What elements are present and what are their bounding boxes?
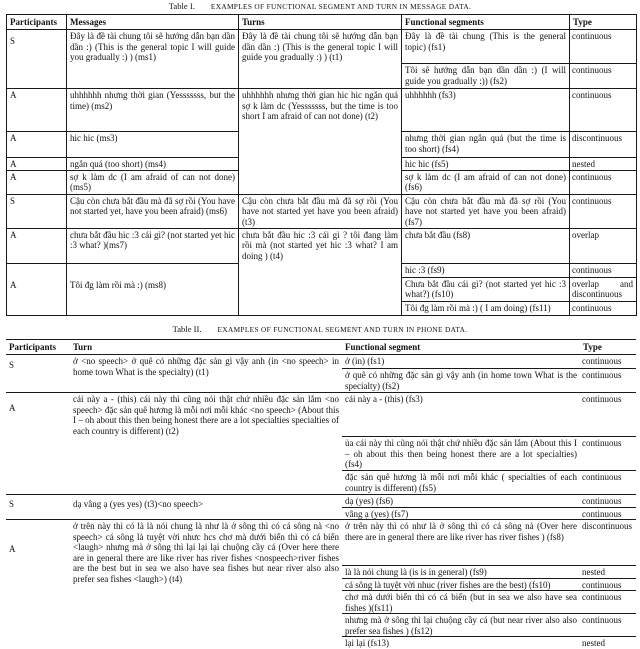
segment-type-fs12: continuous [580, 614, 636, 637]
segment-fs2: Tôi sẽ hướng dẫn bạn dần dần :) (I will guide you gradually :)) (fs2) [402, 64, 570, 89]
table-row [6, 520, 636, 566]
segment-fs12: nhưng mà ở sông thì lại chuộng cầy cá (but near river also also prefer sea fishes ) (fs12) [342, 614, 580, 637]
segment-fs5: đặc sản quê hương là mỗi nơi mỗi khác ( specialties of each country is different) (fs5) [342, 471, 580, 495]
table2-header-participants: Participants [6, 340, 70, 355]
segment-type-fs3: continuous [570, 89, 637, 132]
segment-fs9: là là nói chung là (is is in general) (fs9) [342, 566, 580, 579]
segment-fs1: Đây là đề tài chung (This is the general topic) (fs1) [402, 30, 570, 64]
table1-caption-title: EXAMPLES OF FUNCTIONAL SEGMENT AND TURN IN MESSAGE DATA. [210, 2, 472, 11]
segment-type-fs7: continuous [580, 507, 636, 520]
segment-fs3: uhhhhhh (fs3) [402, 89, 570, 132]
participant-cell: A [6, 393, 70, 495]
segment-type-fs1: continuous [580, 355, 636, 369]
segment-type-fs1: continuous [570, 30, 637, 64]
message-ms6: Cậu còn chưa bắt đầu mà đã sợ rồi (You have not started yet, have you been afraid) (ms6) [67, 194, 239, 228]
message-data-table [6, 14, 637, 316]
table2-header-row [6, 340, 636, 355]
segment-type-fs4: discontinuous [570, 132, 637, 158]
segment-fs11: chơ mà dưới biển thì có cá biển (but in sea we also have sea fishes )(fs11) [342, 591, 580, 614]
participant-cell: S [6, 355, 70, 393]
segment-type-fs6: continuous [580, 495, 636, 508]
table1-caption-label: Table I. [168, 1, 195, 11]
segment-type-fs2: continuous [580, 369, 636, 393]
table2-caption [0, 324, 640, 335]
table-row [6, 393, 636, 437]
participant-cell: S [7, 30, 67, 89]
table2-header-turn: Turn [70, 340, 342, 355]
message-ms7: chưa bắt đầu hic :3 cái gì? (not started yet hic :3 what? )(ms7) [67, 228, 239, 263]
segment-fs9: hic :3 (fs9) [402, 263, 570, 277]
table1-header-type: Type [570, 15, 637, 30]
segment-type-fs11: continuous [570, 301, 637, 315]
segment-fs4: ủa cái này thì cũng nói thật chứ nhiều đặc sản lắm (About this I – oh about this then being honest there are a lot specialties) (fs4) [342, 437, 580, 471]
participant-cell: S [7, 194, 67, 228]
segment-fs13: lại lại (fs13) [342, 637, 580, 649]
segment-fs6: sợ k làm dc (I am afraid of can not done) (fs6) [402, 170, 570, 194]
segment-fs11: Tôi đg làm rồi mà :) ( I am doing) (fs11) [402, 301, 570, 315]
message-ms1: Đây là đề tài chung tôi sẽ hướng dẫn bạn dần dần :) (This is the general topic I will guide you gradually :) ) (ms1) [67, 30, 239, 89]
participant-cell: A [7, 132, 67, 158]
segment-fs10: cá sông là tuyệt vời nhuc (river fishes are the best) (fs10) [342, 578, 580, 591]
message-ms8: Tôi đg làm rồi mà :) (ms8) [67, 263, 239, 315]
participant-cell: A [7, 170, 67, 194]
segment-fs3: cái này a - (this) (fs3) [342, 393, 580, 437]
table1-header-row [7, 15, 637, 30]
segment-type-fs7: continuous [570, 194, 637, 228]
table2-header-functional-segment: Functional segment [342, 340, 580, 355]
segment-type-fs10: overlap and discontinuous [570, 277, 637, 301]
segment-type-fs9: continuous [570, 263, 637, 277]
participant-cell: A [7, 89, 67, 132]
turn-t2: cái này a - (this) cái này thì cũng nói thật chứ nhiều đặc sản lắm <no speech> đặc sản quê hương là mỗi nơi mỗi khác <no speech> (About this I – oh about this then being honest there are a lot specialties specialties of each country is different) (t2) [70, 393, 342, 495]
segment-type-fs5: continuous [580, 471, 636, 495]
table2-header-type: Type [580, 340, 636, 355]
table-row [7, 89, 637, 132]
participant-cell: A [7, 228, 67, 263]
turn-t4: chưa bắt đầu hic :3 cái gì ? tôi đang làm rồi mà (not started yet hic :3 what? I am doing ) (t4) [239, 228, 402, 315]
table1-header-functional-segments: Functional segments [402, 15, 570, 30]
turn-t1: Đây là đề tài chung tôi sẽ hướng dẫn bạn dần dần :) (This is the general topic I will guide you gradually :) ) (t1) [239, 30, 402, 89]
turn-t1: ở <no speech> ở quê có những đặc sản gì vậy anh (in <no speech> in home town What is the specialty) (t1) [70, 355, 342, 393]
segment-type-fs8: discontinuous [580, 520, 636, 566]
table2-caption-label: Table II. [172, 324, 202, 334]
table-row [7, 228, 637, 263]
segment-type-fs9: nested [580, 566, 636, 579]
segment-type-fs4: continuous [580, 437, 636, 471]
message-ms3: hic hic (ms3) [67, 132, 239, 158]
segment-type-fs6: continuous [570, 170, 637, 194]
table1-header-turns: Turns [239, 15, 402, 30]
segment-fs2: ở quê có những đặc sản gì vậy anh (in home town What is the specialty) (fs2) [342, 369, 580, 393]
participant-cell: A [6, 520, 70, 649]
segment-fs8: ở trên này thì có như là ở sông thì có cá sông nà (Over here there are in general there are like river has river fishes ) (fs8) [342, 520, 580, 566]
segment-type-fs10: continuous [580, 578, 636, 591]
segment-fs4: nhưng thời gian ngắn quá (but the time is too short) (fs4) [402, 132, 570, 158]
segment-type-fs2: continuous [570, 64, 637, 89]
segment-fs10: Chưa bắt đầu cái gì? (not started yet hic :3 what?) (fs10) [402, 277, 570, 301]
segment-fs1: ở (in) (fs1) [342, 355, 580, 369]
table-row [7, 30, 637, 64]
turn-t4: ở trên này thì có là là nói chung là như là ở sông thì có cá sông nà <no speech> cá sông là tuyệt vời nhưc hcs chơ mà dưới biển thì có cá biển <laugh> nhưng mà ở sông thì lại lại lại chuộng cầy cá (Over here there are in general there are like river has river fishes <nospeech>river fishes are the best but in sea we also have sea fishes but near river also also prefer sea fishes <laugh>) (t4) [70, 520, 342, 649]
phone-data-table [6, 339, 636, 649]
table-row [7, 194, 637, 228]
message-ms5: sợ k làm dc (I am afraid of can not done) (ms5) [67, 170, 239, 194]
message-ms4: ngắn quá (too short) (ms4) [67, 158, 239, 171]
segment-fs7: vâng ạ (yes) (fs7) [342, 507, 580, 520]
participant-cell: A [7, 158, 67, 171]
participant-cell: S [6, 495, 70, 520]
table-row [6, 495, 636, 508]
table1-caption [0, 1, 640, 12]
segment-type-fs11: continuous [580, 591, 636, 614]
segment-type-fs8: overlap [570, 228, 637, 263]
table2-caption-title: EXAMPLES OF FUNCTIONAL SEGMENT AND TURN IN PHONE DATA. [217, 325, 468, 334]
turn-t2: uhhhhhh nhưng thời gian hic hic ngắn quá sợ k làm dc (Yesssssss, but the time is too short I am afraid of can not done) (t2) [239, 89, 402, 195]
turn-t3: Cậu còn chưa bắt đầu mà đã sợ rồi (You have not started yet have you been afraid) (t3) [239, 194, 402, 228]
segment-fs5: hic hic (fs5) [402, 158, 570, 171]
segment-type-fs5: nested [570, 158, 637, 171]
turn-t3: dạ vâng ạ (yes yes) (t3)<no speech> [70, 495, 342, 520]
segment-fs8: chưa bắt đầu (fs8) [402, 228, 570, 263]
message-ms2: uhhhhhh nhưng thời gian (Yesssssss, but the time) (ms2) [67, 89, 239, 132]
table-row [6, 355, 636, 369]
participant-cell: A [7, 263, 67, 315]
segment-fs6: dạ (yes) (fs6) [342, 495, 580, 508]
table1-header-participants: Participants [7, 15, 67, 30]
segment-type-fs13: nested [580, 637, 636, 649]
segment-type-fs3: continuous [580, 393, 636, 437]
table1-header-messages: Messages [67, 15, 239, 30]
segment-fs7: Cậu còn chưa bắt đầu mà đã sợ rồi (You have not started yet have you been afraid) (fs7) [402, 194, 570, 228]
